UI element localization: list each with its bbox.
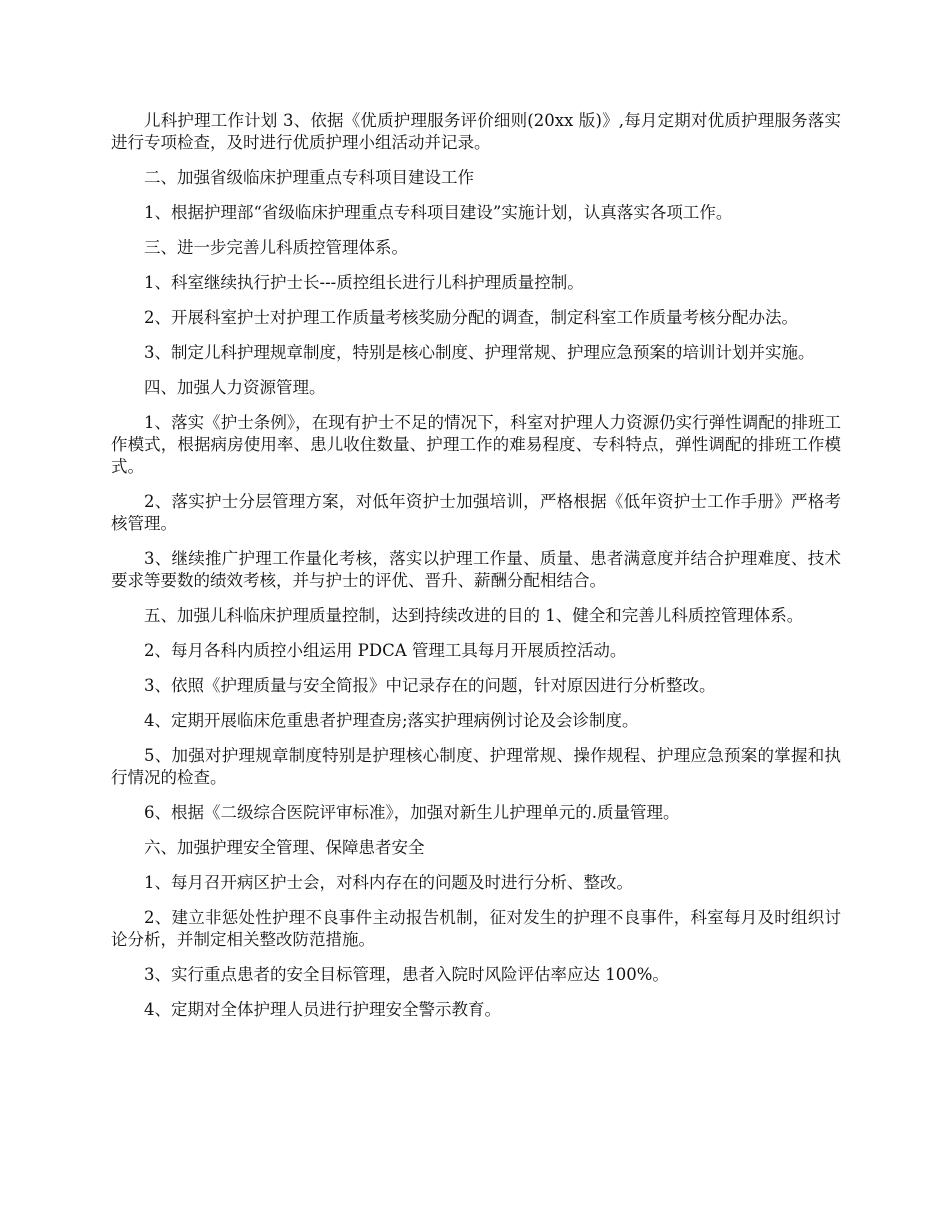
section-heading: 五、加强儿科临床护理质量控制，达到持续改进的目的 1、健全和完善儿科质控管理体系。: [144, 606, 804, 625]
paragraph: 3、继续推广护理工作量化考核，落实以护理工作量、质量、患者满意度并结合护理难度、技术要求等要数的绩效考核，并与护士的评优、晋升、薪酬分配相结合。: [111, 549, 841, 590]
section-heading: 四、加强人力资源管理。: [144, 378, 326, 397]
paragraph: 2、每月各科内质控小组运用 PDCA 管理工具每月开展质控活动。: [144, 641, 627, 660]
section-heading: 二、加强省级临床护理重点专科项目建设工作: [144, 168, 474, 187]
paragraph: 4、定期对全体护理人员进行护理安全警示教育。: [144, 1000, 501, 1019]
paragraph: 2、建立非惩处性护理不良事件主动报告机制，征对发生的护理不良事件，科室每月及时组织讨论分析，并制定相关整改防范措施。: [111, 908, 841, 949]
paragraph: 3、依照《护理质量与安全简报》中记录存在的问题，针对原因进行分析整改。: [144, 676, 716, 695]
section-heading: 三、进一步完善儿科质控管理体系。: [144, 238, 408, 257]
paragraph: 3、实行重点患者的安全目标管理，患者入院时风险评估率应达 100%。: [144, 965, 669, 984]
paragraph: 1、每月召开病区护士会，对科内存在的问题及时进行分析、整改。: [144, 873, 633, 892]
paragraph: 1、落实《护士条例》，在现有护士不足的情况下，科室对护理人力资源仍实行弹性调配的排班工作模式，根据病房使用率、患儿收住数量、护理工作的难易程度、专科特点，弹性调配的排班工作模式。: [111, 413, 841, 476]
paragraph: 2、落实护士分层管理方案，对低年资护士加强培训，严格根据《低年资护士工作手册》严格考核管理。: [111, 492, 841, 533]
paragraph: 5、加强对护理规章制度特别是护理核心制度、护理常规、操作规程、护理应急预案的掌握和执行情况的检查。: [111, 746, 841, 787]
paragraph: 1、科室继续执行护士长---质控组长进行儿科护理质量控制。: [144, 273, 584, 292]
document-body: [111, 110, 841, 1034]
paragraph: 4、定期开展临床危重患者护理查房;落实护理病例讨论及会诊制度。: [144, 711, 639, 730]
paragraph: 儿科护理工作计划 3、依据《优质护理服务评价细则(20xx 版)》,每月定期对优质护理服务落实进行专项检查，及时进行优质护理小组活动并记录。: [111, 111, 841, 152]
paragraph: 3、制定儿科护理规章制度，特别是核心制度、护理常规、护理应急预案的培训计划并实施。: [144, 343, 815, 362]
paragraph: 2、开展科室护士对护理工作质量考核奖励分配的调查，制定科室工作质量考核分配办法。: [144, 308, 798, 327]
paragraph: 6、根据《二级综合医院评审标准》，加强对新生儿护理单元的.质量管理。: [144, 803, 680, 822]
paragraph: 1、根据护理部“省级临床护理重点专科项目建设”实施计划，认真落实各项工作。: [144, 203, 733, 222]
section-heading: 六、加强护理安全管理、保障患者安全: [144, 838, 425, 857]
